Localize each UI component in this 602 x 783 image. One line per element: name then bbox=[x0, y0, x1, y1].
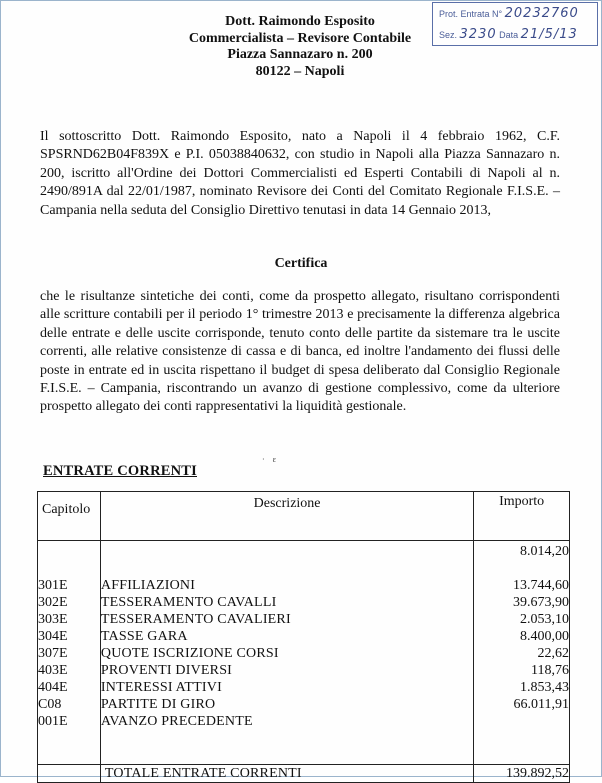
row-amount: 13.744,60 bbox=[513, 578, 569, 593]
row-description: AVANZO PRECEDENTE bbox=[100, 714, 253, 729]
header-descrizione: Descrizione bbox=[100, 492, 473, 541]
row-amount: 39.673,90 bbox=[513, 595, 569, 610]
protocol-stamp bbox=[432, 2, 598, 46]
letterhead-name: Dott. Raimondo Esposito bbox=[225, 14, 375, 29]
row-code: 403E bbox=[38, 663, 68, 678]
row-description: QUOTE ISCRIZIONE CORSI bbox=[100, 646, 279, 661]
letterhead-address: Piazza Sannazaro n. 200 bbox=[227, 47, 373, 62]
date-label: Data bbox=[499, 30, 519, 40]
descriptions-column bbox=[100, 541, 473, 765]
row-code: 001E bbox=[38, 714, 68, 729]
section-number: 3230 bbox=[459, 27, 497, 42]
row-code: 304E bbox=[38, 629, 68, 644]
income-table bbox=[37, 491, 570, 783]
header-capitolo: Capitolo bbox=[38, 492, 101, 541]
protocol-number: 20232760 bbox=[504, 6, 579, 21]
opening-amount: 8.014,20 bbox=[520, 544, 569, 559]
row-description: TESSERAMENTO CAVALLI bbox=[100, 595, 277, 610]
body-paragraph: che le risultanze sintetiche dei conti, come da prospetto allegato, risultano corrispondenti alle scritture contabili per il periodo 1° trimestre 2013 e precisamente la differenza algebrica delle entrate e delle uscite corrisponde, tenuto conto delle partite da sistemare tra le uscite correnti, alle relative consistenze di cassa e di banca, ed inoltre l'andamento dei flussi delle poste in entrate ed in uscita rispettano il budget di spesa deliberato dal Consiglio Regionale F.I.S.E. – Campania, riscontrando un avanzo di gestione complessivo, come da ulteriore prospetto allegato dei conti rappresentativi la liquidità gestionale. bbox=[40, 289, 560, 415]
scan-specks: · ɛ bbox=[262, 455, 277, 464]
row-code: 307E bbox=[38, 646, 68, 661]
row-code: 303E bbox=[38, 612, 68, 627]
row-code: 301E bbox=[38, 578, 68, 593]
row-code: C08 bbox=[38, 697, 62, 712]
protocol-label: Prot. Entrata N° bbox=[439, 9, 503, 19]
row-description: PARTITE DI GIRO bbox=[100, 697, 216, 712]
row-amount: 66.011,91 bbox=[513, 697, 569, 712]
row-description: AFFILIAZIONI bbox=[100, 578, 196, 593]
row-amount: 2.053,10 bbox=[520, 612, 569, 627]
row-description: INTERESSI ATTIVI bbox=[100, 680, 222, 695]
total-row bbox=[38, 765, 570, 783]
date-value: 21/5/13 bbox=[520, 27, 578, 42]
total-amount: 139.892,52 bbox=[474, 765, 570, 783]
row-amount: 1.853,43 bbox=[520, 680, 569, 695]
total-code-cell bbox=[38, 765, 101, 783]
row-description: TESSERAMENTO CAVALIERI bbox=[100, 612, 291, 627]
header-importo: Importo bbox=[474, 492, 570, 541]
intro-paragraph: Il sottoscritto Dott. Raimondo Esposito, nato a Napoli il 4 febbraio 1962, C.F. SPSRND62B04F839X e P.I. 05038840632, con studio in Napoli alla Piazza Sannazaro n. 200, iscritto all'Ordine dei Dottori Commercialisti ed Esperti Contabili di Napoli al n. 2490/891A dal 22/01/1987, nominato Revisore dei Conti del Comitato Regionale F.I.S.E. – Campania nella seduta del Consiglio Direttivo tenutasi in data 14 Gennaio 2013, bbox=[40, 129, 560, 218]
row-amount: 118,76 bbox=[531, 663, 569, 678]
row-amount: 8.400,00 bbox=[520, 629, 569, 644]
letterhead-city: 80122 – Napoli bbox=[255, 63, 345, 79]
row-description: TASSE GARA bbox=[100, 629, 188, 644]
row-description: PROVENTI DIVERSI bbox=[100, 663, 233, 678]
amounts-column bbox=[474, 541, 570, 765]
letterhead-role: Commercialista – Revisore Contabile bbox=[188, 30, 412, 46]
row-amount bbox=[474, 713, 569, 730]
letterhead bbox=[170, 14, 430, 80]
section-label: Sez. bbox=[439, 30, 458, 40]
section-title: ENTRATE CORRENTI bbox=[43, 463, 197, 479]
certifica-heading: Certifica bbox=[274, 256, 328, 271]
total-label: TOTALE ENTRATE CORRENTI bbox=[100, 765, 473, 783]
table-body-row bbox=[38, 541, 570, 765]
row-amount: 22,62 bbox=[537, 646, 569, 661]
row-code: 302E bbox=[38, 595, 68, 610]
codes-column bbox=[38, 541, 101, 765]
table-header-row bbox=[38, 492, 570, 541]
row-code: 404E bbox=[38, 680, 68, 695]
